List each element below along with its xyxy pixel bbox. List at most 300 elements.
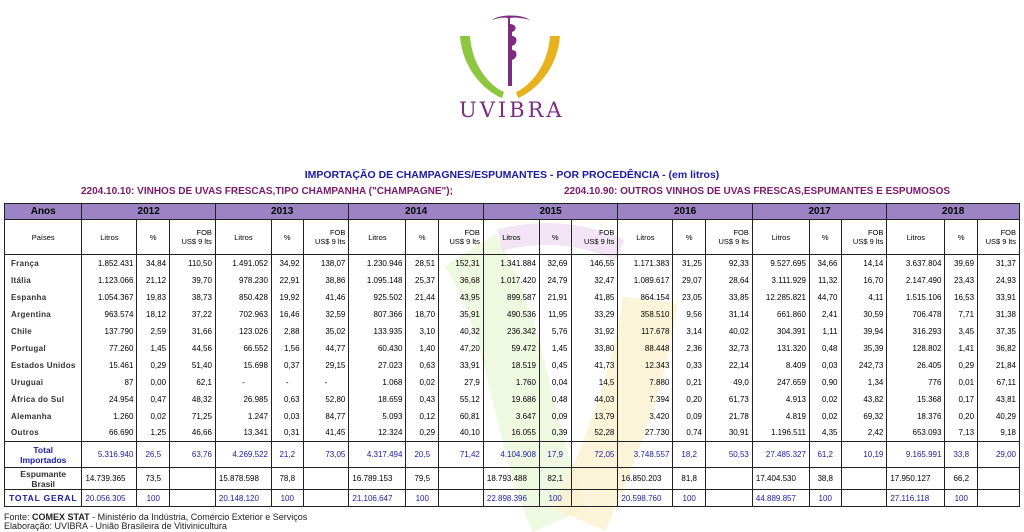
fob-cell: 32,47 [571,272,618,289]
year-header-row [5,204,1020,220]
empty-cell [571,490,618,507]
fob-cell: 43,82 [841,391,887,408]
fob-cell: 52,80 [303,391,349,408]
fob-cell: 31,14 [706,306,753,323]
pct-cell: 0,39 [539,425,571,442]
pct-cell: 5,76 [539,323,571,340]
litros-cell: 661.860 [752,306,809,323]
litros-cell: 3.111.929 [752,272,809,289]
litros-cell: 3.748.557 [618,442,673,468]
pct-cell: 9,56 [673,306,706,323]
year-header: 2016 [618,204,753,220]
litros-cell: 9.527.695 [752,255,809,272]
litros-cell: 1.515.106 [887,289,945,306]
litros-cell: 4.104.908 [483,442,539,468]
litros-cell: 123.026 [215,323,271,340]
litros-cell: 13.341 [215,425,271,442]
year-header: 2018 [887,204,1020,220]
country-cell: Argentina [5,306,82,323]
fob-cell: 67,11 [978,374,1020,391]
empty-cell [706,468,753,490]
litros-cell: 706.478 [887,306,945,323]
litros-cell: 17.404.530 [752,468,809,490]
pct-cell: 1,45 [539,340,571,357]
fob-cell: 16,70 [841,272,887,289]
fob-header: FOB US$ 9 lts [571,220,618,255]
fob-cell: 24,93 [978,272,1020,289]
litros-cell: 1.196.511 [752,425,809,442]
pct-cell: 24,79 [539,272,571,289]
pct-cell: 21,12 [137,272,170,289]
fob-cell: 51,40 [170,357,216,374]
fob-cell: 41,85 [571,289,618,306]
country-cell: Chile [5,323,82,340]
fob-cell: 73,05 [303,442,349,468]
total-geral-label: TOTAL GERAL [5,490,82,507]
pct-cell: 0,17 [945,391,978,408]
fob-cell: 37,35 [978,323,1020,340]
pct-cell: 0,20 [673,391,706,408]
litros-cell: 87 [82,374,137,391]
pct-cell: 32,69 [539,255,571,272]
litros-cell: 776 [887,374,945,391]
empty-cell [978,490,1020,507]
fob-cell: 46,66 [170,425,216,442]
country-cell: Uruguai [5,374,82,391]
fob-cell: 40,29 [978,408,1020,425]
table-row [5,323,1020,340]
fob-cell: 50,53 [706,442,753,468]
fob-cell: 33,91 [978,289,1020,306]
fob-cell: 22,14 [706,357,753,374]
litros-cell: 22.898.396 [483,490,539,507]
fob-cell: 38,73 [170,289,216,306]
pct-header: % [809,220,841,255]
table-row [5,357,1020,374]
litros-cell: 490.536 [483,306,539,323]
pct-cell: 2,59 [137,323,170,340]
pct-cell: 34,84 [137,255,170,272]
subtitle-ncm-2204-10-10: 2204.10.10: VINHOS DE UVAS FRESCAS,TIPO CHAMPANHA ("CHAMPAGNE"); [81,186,453,197]
fob-cell: 62,1 [170,374,216,391]
pct-cell: 19,83 [137,289,170,306]
pct-cell: 34,66 [809,255,841,272]
pct-header: % [945,220,978,255]
fob-cell: 31,37 [978,255,1020,272]
empty-cell [841,490,887,507]
pct-cell: 29,07 [673,272,706,289]
country-cell: Itália [5,272,82,289]
litros-cell: 1.095.148 [349,272,406,289]
table-row [5,255,1020,272]
country-cell: Estados Unidos [5,357,82,374]
fob-header: FOB US$ 9 lts [706,220,753,255]
fob-cell: 47,20 [439,340,484,357]
country-cell: África do Sul [5,391,82,408]
litros-cell: 15.368 [887,391,945,408]
fob-header: FOB US$ 9 lts [303,220,349,255]
fob-cell: 48,32 [170,391,216,408]
litros-cell: 18.376 [887,408,945,425]
fob-cell: 43,95 [439,289,484,306]
pct-cell: 23,43 [945,272,978,289]
litros-cell: 3.420 [618,408,673,425]
pct-cell: 1,56 [271,340,303,357]
fob-cell: 55,12 [439,391,484,408]
footer-credit: Elaboração: UVIBRA - União Brasileira de Vitivinicultura [4,521,227,531]
pct-cell: 0,29 [137,357,170,374]
pct-cell: 100 [406,490,439,507]
fob-cell: 37,22 [170,306,216,323]
pct-cell: 0,47 [137,391,170,408]
fob-cell: 44,77 [303,340,349,357]
pct-cell: 0,04 [539,374,571,391]
litros-cell: 27.023 [349,357,406,374]
pct-cell: 79,5 [406,468,439,490]
column-header-row [5,220,1020,255]
empty-cell [439,468,484,490]
fob-cell: 32,73 [706,340,753,357]
total-importados-label: Total Importados [5,442,82,468]
litros-cell: 12.285.821 [752,289,809,306]
fob-header: FOB US$ 9 lts [439,220,484,255]
litros-cell: 1.171.383 [618,255,673,272]
pct-cell: 21,91 [539,289,571,306]
year-header: 2014 [349,204,484,220]
year-header: 2015 [483,204,618,220]
country-cell: Portugal [5,340,82,357]
table-row [5,306,1020,323]
litros-cell: 117.678 [618,323,673,340]
pct-cell: 21,2 [271,442,303,468]
year-header: 2013 [215,204,348,220]
fob-cell: 44,56 [170,340,216,357]
espumante-brasil-label: Espumante Brasil [5,468,82,490]
litros-cell: 925.502 [349,289,406,306]
empty-cell [571,468,618,490]
litros-cell: 2.147.490 [887,272,945,289]
pct-cell: 0,45 [539,357,571,374]
litros-cell: 316.293 [887,323,945,340]
logo-text: UVIBRA [459,98,565,122]
litros-cell: 77.260 [82,340,137,357]
pct-cell: 39,69 [945,255,978,272]
fob-cell: 39,94 [841,323,887,340]
fob-cell: 35,02 [303,323,349,340]
pct-cell: 17,9 [539,442,571,468]
fob-cell: 40,02 [706,323,753,340]
litros-cell: 19.686 [483,391,539,408]
litros-cell: 16.789.153 [349,468,406,490]
pct-cell: 1,41 [945,340,978,357]
empty-cell [841,468,887,490]
pct-cell: 18,12 [137,306,170,323]
pct-cell: 38,8 [809,468,841,490]
litros-cell: 1.123.066 [82,272,137,289]
fob-cell: 14,14 [841,255,887,272]
table-row [5,374,1020,391]
litros-cell: 20.148.120 [215,490,271,507]
pct-cell: 7,71 [945,306,978,323]
pct-cell: 28,51 [406,255,439,272]
litros-cell: 26.405 [887,357,945,374]
litros-cell: 4.819 [752,408,809,425]
litros-header: Litros [349,220,406,255]
pct-cell: 0,20 [945,408,978,425]
litros-cell: 12.324 [349,425,406,442]
litros-cell: 88.448 [618,340,673,357]
pct-header: % [539,220,571,255]
pct-cell: 2,88 [271,323,303,340]
empty-cell [978,468,1020,490]
litros-cell: 963.574 [82,306,137,323]
table-row [5,340,1020,357]
fob-cell: 4,11 [841,289,887,306]
fob-cell: 14,5 [571,374,618,391]
pct-cell: 11,95 [539,306,571,323]
litros-cell: 1.852.431 [82,255,137,272]
litros-cell: 14.739.365 [82,468,137,490]
pct-cell: 1,11 [809,323,841,340]
pct-cell: 16,46 [271,306,303,323]
pct-cell: 0,90 [809,374,841,391]
pct-cell: 0,29 [406,425,439,442]
table-row [5,272,1020,289]
litros-cell: 358.510 [618,306,673,323]
total-importados-row [5,442,1020,468]
fob-cell: 43,81 [978,391,1020,408]
fob-cell: 2,42 [841,425,887,442]
pct-cell: 7,13 [945,425,978,442]
table-row [5,391,1020,408]
fob-cell: 21,78 [706,408,753,425]
pct-cell: 0,09 [539,408,571,425]
litros-cell: 128.802 [887,340,945,357]
litros-cell: 27.116.118 [887,490,945,507]
litros-header: Litros [887,220,945,255]
pct-cell: 0,00 [137,374,170,391]
pct-header: % [137,220,170,255]
pct-cell: 1,45 [137,340,170,357]
fob-cell: 92,33 [706,255,753,272]
pct-cell: 100 [539,490,571,507]
fob-cell: 35,91 [439,306,484,323]
fob-cell: 41,46 [303,289,349,306]
fob-cell: 30,59 [841,306,887,323]
litros-cell: 1.054.367 [82,289,137,306]
footer-source: Fonte: COMEX STAT - Ministério da Indústria, Comércio Exterior e Serviços [4,512,308,522]
litros-cell: 131.320 [752,340,809,357]
fob-cell: 21,84 [978,357,1020,374]
pct-cell: 11,32 [809,272,841,289]
litros-header: Litros [752,220,809,255]
pct-cell: 100 [945,490,978,507]
litros-cell: 1.089.617 [618,272,673,289]
fob-cell: 52,28 [571,425,618,442]
fob-cell: 39,70 [170,272,216,289]
litros-cell: 8.409 [752,357,809,374]
litros-cell: 18.659 [349,391,406,408]
litros-cell: 27.730 [618,425,673,442]
pct-header: % [406,220,439,255]
fob-cell: 44,03 [571,391,618,408]
litros-cell: 304.391 [752,323,809,340]
pct-cell: - [271,374,303,391]
pct-header: % [673,220,706,255]
litros-cell: 4.269.522 [215,442,271,468]
litros-cell: 5.316.940 [82,442,137,468]
table-row [5,289,1020,306]
fob-cell: 242,73 [841,357,887,374]
fob-cell: 72,05 [571,442,618,468]
pct-cell: 0,29 [945,357,978,374]
litros-cell: 12.343 [618,357,673,374]
fob-cell: 36,82 [978,340,1020,357]
litros-cell: 807.366 [349,306,406,323]
total-geral-row [5,490,1020,507]
fob-cell: 9,18 [978,425,1020,442]
pct-cell: 26,5 [137,442,170,468]
litros-cell: 21.106.647 [349,490,406,507]
fob-cell: 152,31 [439,255,484,272]
pct-cell: 25,37 [406,272,439,289]
table-row [5,408,1020,425]
litros-cell: 1.341.884 [483,255,539,272]
pct-cell: 0,02 [406,374,439,391]
pct-cell: 34,92 [271,255,303,272]
litros-cell: 16.850.203 [618,468,673,490]
litros-cell: 4.317.494 [349,442,406,468]
pct-cell: 22,91 [271,272,303,289]
litros-cell: 20.056.305 [82,490,137,507]
litros-cell: 17.950.127 [887,468,945,490]
fob-cell: 33,85 [706,289,753,306]
anos-header: Anos [5,204,82,220]
pct-cell: 0,03 [809,357,841,374]
litros-cell: 236.342 [483,323,539,340]
fob-cell: 27,9 [439,374,484,391]
empty-cell [303,468,349,490]
fob-header: FOB US$ 9 lts [978,220,1020,255]
fob-cell: 31,66 [170,323,216,340]
litros-header: Litros [618,220,673,255]
empty-cell [303,490,349,507]
litros-cell: 5.093 [349,408,406,425]
pct-cell: 0,12 [406,408,439,425]
pct-cell: 1,40 [406,340,439,357]
pct-cell: 0,03 [271,408,303,425]
litros-cell: 1.247 [215,408,271,425]
pct-cell: 100 [137,490,170,507]
fob-header: FOB US$ 9 lts [841,220,887,255]
fob-cell: 1,34 [841,374,887,391]
litros-cell: 137.790 [82,323,137,340]
pct-cell: 81,8 [673,468,706,490]
fob-cell: 32,59 [303,306,349,323]
fob-cell: 36,68 [439,272,484,289]
pct-cell: 0,48 [809,340,841,357]
fob-cell: 29,00 [978,442,1020,468]
fob-cell: 13,79 [571,408,618,425]
pct-cell: 0,09 [673,408,706,425]
fob-cell: 63,76 [170,442,216,468]
litros-cell: 24.954 [82,391,137,408]
litros-cell: 44.889.857 [752,490,809,507]
pct-cell: 2,41 [809,306,841,323]
litros-cell: 7.880 [618,374,673,391]
pct-cell: 18,70 [406,306,439,323]
litros-cell: 247.659 [752,374,809,391]
fob-cell: 84,77 [303,408,349,425]
pct-cell: 0,63 [271,391,303,408]
pct-cell: 19,92 [271,289,303,306]
litros-cell: 59.472 [483,340,539,357]
fob-cell: 110,50 [170,255,216,272]
fob-cell: 29,15 [303,357,349,374]
pct-cell: 0,74 [673,425,706,442]
litros-cell: 15.461 [82,357,137,374]
litros-cell: 9.165.991 [887,442,945,468]
pct-cell: 66,2 [945,468,978,490]
fob-cell: 61,73 [706,391,753,408]
fob-cell: 10,19 [841,442,887,468]
page-title: IMPORTAÇÃO DE CHAMPAGNES/ESPUMANTES - POR PROCEDÊNCIA - (em litros) [304,169,720,181]
fob-cell: 71,42 [439,442,484,468]
pct-cell: 33,8 [945,442,978,468]
pct-cell: 0,31 [271,425,303,442]
litros-cell: 1.760 [483,374,539,391]
pct-cell: 1,25 [137,425,170,442]
fob-cell: 35,39 [841,340,887,357]
country-cell: Alemanha [5,408,82,425]
pct-cell: 4,35 [809,425,841,442]
year-header: 2012 [82,204,215,220]
fob-cell: 40,32 [439,323,484,340]
litros-cell: 899.587 [483,289,539,306]
fob-cell: 69,32 [841,408,887,425]
pct-cell: 18,2 [673,442,706,468]
litros-cell: 1.230.946 [349,255,406,272]
litros-header: Litros [483,220,539,255]
pct-cell: 0,02 [809,408,841,425]
fob-cell: 146,55 [571,255,618,272]
empty-cell [706,490,753,507]
pct-cell: 82,1 [539,468,571,490]
pct-cell: 0,02 [809,391,841,408]
litros-cell: 26.985 [215,391,271,408]
fob-cell: 138,07 [303,255,349,272]
pct-cell: 0,37 [271,357,303,374]
litros-cell: 864.154 [618,289,673,306]
pct-cell: 78,8 [271,468,303,490]
fob-cell: 31,38 [978,306,1020,323]
litros-cell: 653.093 [887,425,945,442]
pct-cell: 0,48 [539,391,571,408]
pct-cell: 0,01 [945,374,978,391]
pct-cell: 23,05 [673,289,706,306]
empty-cell [170,490,216,507]
fob-cell: 33,91 [439,357,484,374]
litros-cell: 3.647 [483,408,539,425]
litros-cell: 1.068 [349,374,406,391]
pct-cell: 61,2 [809,442,841,468]
paises-header: Países [5,220,82,255]
fob-cell: - [303,374,349,391]
litros-cell: 18.519 [483,357,539,374]
pct-cell: 0,21 [673,374,706,391]
litros-cell: 1.491.052 [215,255,271,272]
pct-cell: 100 [673,490,706,507]
